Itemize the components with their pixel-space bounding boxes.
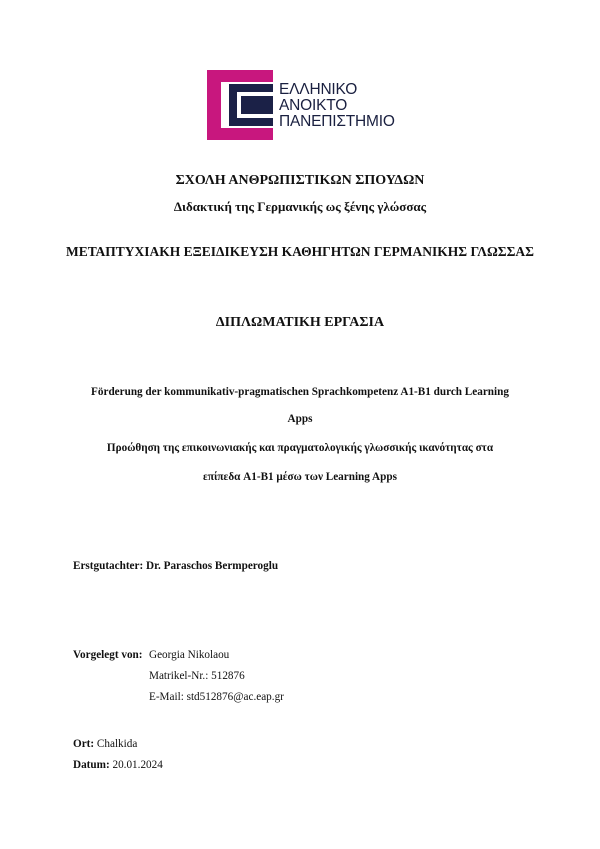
matrikel-number: Matrikel-Nr.: 512876 [149,670,245,682]
place-value: Chalkida [96,738,138,750]
place-label: Ort: [73,738,95,750]
submitted-by-row [73,649,143,661]
logo-line-2: ΑΝΟΙΚΤΟ [279,97,348,114]
date-label: Datum: [73,759,110,771]
program-name: ΜΕΤΑΠΤΥΧΙΑΚΗ ΕΞΕΙΔΙΚΕΥΣΗ ΚΑΘΗΓΗΤΩΝ ΓΕΡΜΑΝΙΚΗΣ ΓΛΩΣΣΑΣ [66,244,534,259]
logo-line-1: ΕΛΛΗΝΙΚΟ [279,81,358,98]
logo-mark-icon [207,70,277,140]
school-name: ΣΧΟΛΗ ΑΝΘΡΩΠΙΣΤΙΚΩΝ ΣΠΟΥΔΩΝ [175,173,425,188]
logo-text [279,82,395,130]
logo-line-3: ΠΑΝΕΠΙΣΤΗΜΙΟ [279,113,395,130]
department-name: Διδακτική της Γερμανικής ως ξένης γλώσσας [173,199,427,214]
thesis-type: ΔΙΠΛΩΜΑΤΙΚΗ ΕΡΓΑΣΙΑ [215,315,385,330]
first-reviewer: Erstgutachter: Dr. Paraschos Bermperoglu [73,560,279,572]
place-row [73,738,137,750]
author-name: Georgia Nikolaou [149,649,230,661]
date-value: 20.01.2024 [112,759,163,771]
date-row [73,759,163,771]
german-title-line-1: Förderung der kommunikativ-pragmatischen Sprachkompetenz A1-B1 durch Learning [91,386,509,398]
submitted-by-label: Vorgelegt von: [73,649,143,661]
german-title-line-2: Apps [287,413,313,425]
author-email: E-Mail: std512876@ac.eap.gr [149,691,284,703]
greek-title-line-2: επίπεδα A1-B1 μέσω των Learning Apps [203,471,397,483]
university-logo [207,70,397,140]
greek-title-line-1: Προώθηση της επικοινωνιακής και πραγματολογικής γλωσσικής ικανότητας στα [106,442,494,454]
